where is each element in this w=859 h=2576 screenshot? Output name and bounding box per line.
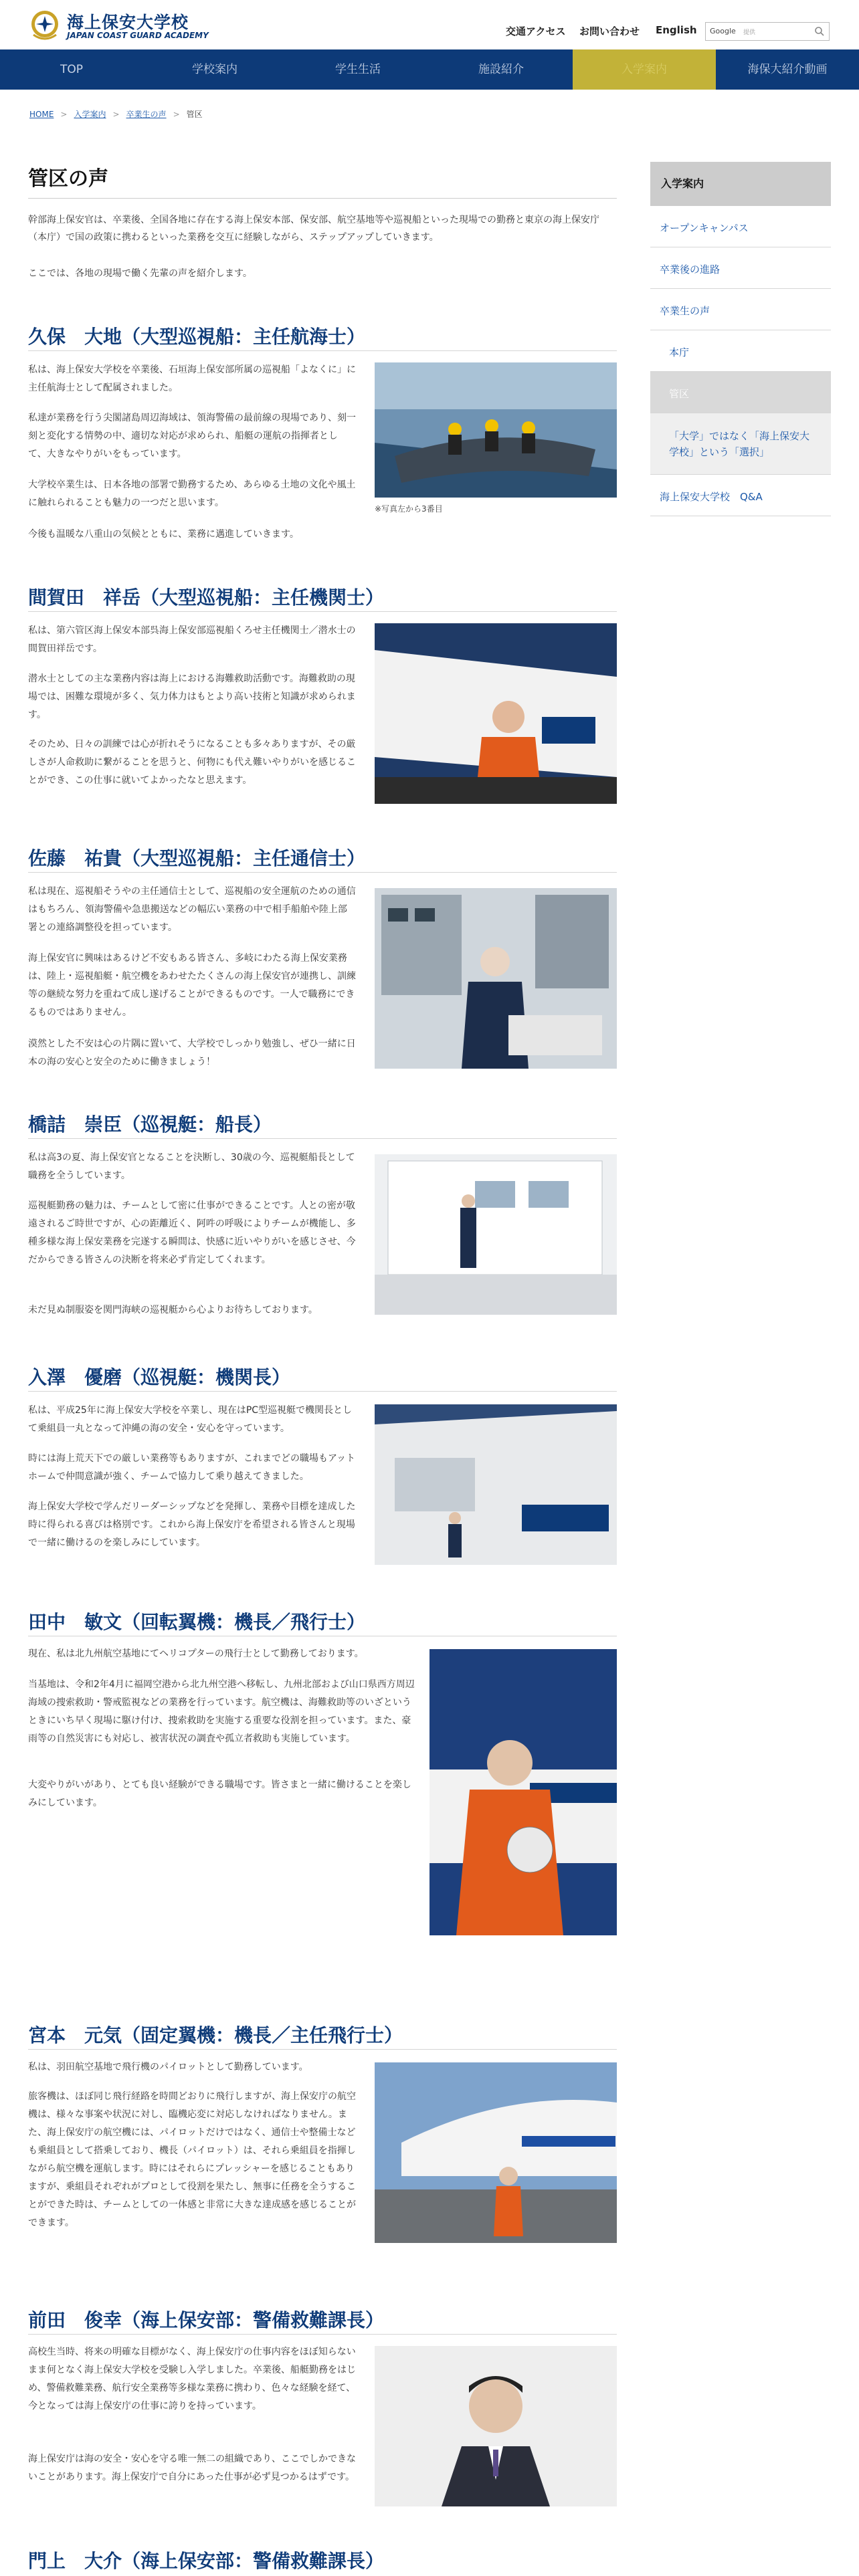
person-photo [375,1404,617,1565]
person-divider [28,350,617,351]
search-icon[interactable] [814,26,825,37]
sidebar-item-graduates[interactable] [650,289,831,330]
person-text: 高校生当時、将来の明確な目標がなく、海上保安庁の仕事内容をほぼ知らないまま何となく海上保安大学校を受験し入学しました。卒業後、船艇勤務をはじめ、警備救難業務、航行安全業務等多様な業務に携わり、色々な経験を経て、今となっては海上保安庁の仕事に誇りを持っています。 [28,2347,356,2411]
sidebar [650,162,831,503]
nav-admissions[interactable]: 入学案内 [573,49,716,90]
person-text: 大学校卒業生は、日本各地の部署で勤務するため、あらゆる土地の文化や風土に触れられることも魅力の一つだと思います。 [28,479,356,508]
person-divider [28,2334,617,2335]
sidebar-heading: 入学案内 [650,162,831,206]
person-text: 当基地は、令和2年4月に福岡空港から北九州空港へ移転し、九州北部および山口県西方周辺海域の捜索救助・警戒監視などの業務を行っています。航空機は、海難救助等のいざというときにいち早く現場に駆け付け、捜索救助を実施する重要な役割を担っています。また、豪雨等の自然災害にも対応し、被害状況の調査や孤立者救助も実施しています。 [28,1679,415,1744]
person-divider [28,2049,617,2050]
site-search[interactable] [705,22,830,41]
sidebar-item-career[interactable] [650,247,831,289]
sidebar-item-label: 卒業後の進路 [660,263,721,276]
academy-logo[interactable] [28,8,209,45]
nav-facilities[interactable]: 施設紹介 [478,63,524,76]
sidebar-item-qa[interactable] [650,475,831,516]
person-text: 私は、第六管区海上保安本部呉海上保安部巡視船くろせ主任機関士／潜水士の間賀田祥岳です。 [28,625,356,654]
sidebar-item-label: 「大学」ではなく「海上保安大学校」という「選択」 [669,430,810,458]
officer-portrait-photo [375,2346,617,2506]
person-text: 私は、平成25年に海上保安大学校を卒業し、現在はPC型巡視艇で機関長として乗組員一丸となって沖縄の海の安全・安心を守っています。 [28,1405,353,1434]
person-photo [375,2346,617,2506]
helicopter-pilot-photo [430,1649,617,1935]
person-text: 私は、羽田航空基地で飛行機のパイロットとして勤務しています。 [28,2062,308,2072]
breadcrumb [29,108,203,120]
person-photo [375,623,617,804]
sidebar-item-label: オープンキャンパス [660,222,749,234]
academy-emblem-icon [28,8,62,43]
radio-room-photo [375,888,617,1069]
person-heading: 宮本 元気（固定翼機：機長／主任飛行士） [28,2024,403,2046]
logo-title-ja: 海上保安大学校 [67,13,189,32]
person-text: 今後も温暖な八重山の気候とともに、業務に邁進していきます。 [28,529,299,540]
person-text: 私は、海上保安大学校を卒業後、石垣海上保安部所属の巡視船「よなくに」に主任航海士として配属されました。 [28,364,356,393]
sidebar-subitem-headquarters[interactable] [650,330,831,372]
person-text: 未だ見ぬ制服姿を関門海峡の巡視艇から心よりお待ちしております。 [28,1305,318,1315]
person-heading: 間賀田 祥岳（大型巡視船：主任機関士） [28,586,385,609]
person-divider [28,1138,617,1139]
logo-title-en: JAPAN COAST GUARD ACADEMY [67,31,209,40]
english-link[interactable]: English [656,24,697,36]
intro-paragraph: ここでは、各地の現場で働く先輩の声を紹介します。 [28,268,252,279]
person-divider [28,872,617,873]
nav-student-life[interactable]: 学生生活 [335,63,381,76]
person-text: 漠然とした不安は心の片隅に置いて、大学校でしっかり勉強し、ぜひ一緒に日本の海の安心と安全のために働きましょう！ [28,1039,356,1067]
nav-school-guide[interactable]: 学校案内 [192,63,237,76]
person-text: 私は高3の夏、海上保安官となることを決断し、30歳の今、巡視艇船長として職務を全うしています。 [28,1152,355,1181]
person-photo [375,2062,617,2243]
page-title: 管区の声 [28,167,108,191]
person-heading: 田中 敏文（回転翼機：機長／飛行士） [28,1611,366,1633]
aircraft-pilot-photo [375,2062,617,2243]
person-text: 私達が業務を行う尖閣諸島周辺海域は、領海警備の最前線の現場であり、刻一刻と変化する情勢の中、適切な対応が求められ、船艇の運航の指揮者として、大きなやりがいをもっています。 [28,413,356,459]
person-heading: 前田 俊幸（海上保安部：警備救難課長） [28,2309,385,2331]
person-divider [28,611,617,612]
photo-caption: ※写真左から3番目 [375,504,443,514]
person-text: 私は現在、巡視船そうやの主任通信士として、巡視船の安全運航のための通信はもちろん、領海警備や急患搬送などの幅広い業務の中で相手船舶や陸上部署との連絡調整役を担っています。 [28,886,356,933]
sidebar-item-label: 海上保安大学校 Q&A [660,491,763,503]
person-text: 海上保安庁は海の安全・安心を守る唯一無二の組織であり、ここでしかできないことがあります。海上保安庁で自分にあった仕事が必ず見つかるはずです。 [28,2454,356,2482]
breadcrumb-separator: > [60,110,68,119]
breadcrumb-separator: > [112,110,120,119]
sidebar-item-label: 管区 [669,388,690,400]
search-brand-label: Google [710,27,736,35]
person-text: 巡視艇勤務の魅力は、チームとして密に仕事ができることです。人との密が敬遠されるご時世ですが、心の距離近く、阿吽の呼吸によりチームが機能し、多種多様な海上保安業務を完遂する瞬間は、快感に近いやりがいを感じさせ、今だからできる皆さんの決断を将来必ず肯定してくれます。 [28,1200,356,1265]
person-heading: 佐藤 祐貴（大型巡視船：主任通信士） [28,847,366,869]
person-text: 海上保安官に興味はあるけど不安もある皆さん、多岐にわたる海上保安業務は、陸上・巡視船艇・航空機をあわせたたくさんの海上保安官が連携し、訓練等の継続な努力を重ねて成し遂げることができるものです。一人で職務にできるものではありません。 [28,953,356,1018]
sidebar-item-label: 卒業生の声 [660,305,710,317]
breadcrumb-graduates[interactable]: 卒業生の声 [126,110,167,119]
contact-link[interactable]: お問い合わせ [579,25,640,37]
patrol-vessel-photo [375,623,617,804]
intro-paragraph: 幹部海上保安官は、卒業後、全国各地に存在する海上保安本部、保安部、航空基地等や巡視船といった現場での勤務と東京の海上保安庁（本庁）で国の政策に携わるといった業務を交互に経験しながら、ステップアップしていきます。 [28,215,599,243]
breadcrumb-home[interactable]: HOME [29,110,54,119]
breadcrumb-current: 管区 [186,110,203,119]
pc-boat-photo [375,1404,617,1565]
person-photo [375,1154,617,1315]
sidebar-item-open-campus[interactable] [650,206,831,247]
sidebar-item-label: 本庁 [669,346,690,358]
person-photo [375,888,617,1069]
person-heading: 橋詰 崇臣（巡視艇：船長） [28,1113,272,1136]
rescue-boat-photo [375,362,617,498]
person-text: 海上保安大学校で学んだリーダーシップなどを発揮し、業務や目標を達成した時に得られる喜びは格別です。これから海上保安庁を希望される皆さんと現場で一緒に働けるのを楽しみにしています。 [28,1501,356,1548]
person-heading: 入澤 優磨（巡視艇：機関長） [28,1366,291,1388]
patrol-boat-photo [375,1154,617,1315]
person-photo [430,1649,617,1935]
search-placeholder: 提供 [743,29,756,36]
site-header [0,0,859,49]
breadcrumb-separator: > [173,110,180,119]
title-divider [28,198,617,199]
sidebar-subitem-choice[interactable] [650,413,831,475]
person-heading: 門上 大介（海上保安部：警備救難課長） [28,2550,385,2572]
access-link[interactable]: 交通アクセス [506,25,566,37]
nav-video[interactable]: 海保大紹介動画 [747,63,828,76]
breadcrumb-admissions[interactable]: 入学案内 [74,110,106,119]
person-divider [28,1391,617,1392]
person-text: 旅客機は、ほぼ同じ飛行経路を時間どおりに飛行しますが、海上保安庁の航空機は、様々な事案や状況に対し、臨機応変に対応しなければなりません。また、海上保安庁の航空機には、パイロットだけではなく、通信士や整備士なども乗組員として搭乗しており、機長（パイロット）は、それら乗組員を指揮しながら航空機を運航します。時にはそれらにプレッシャーを感じることもありますが、乗組員それぞれがプロとして役割を果たし、無事に任務を全うすることができた時は、チームとしての一体感と非常に大きな達成感を感じることができます。 [28,2091,356,2228]
person-text: そのため、日々の訓練では心が折れそうになることも多々ありますが、その厳しさが人命救助に繋がることを思うと、何物にも代え難いやりがいを感じることができ、この仕事に就いてよかったなと思えます。 [28,739,356,786]
person-text: 潜水士としての主な業務内容は海上における海難救助活動です。海難救助の現場では、困難な環境が多く、気力体力はもとより高い技術と知識が求められます。 [28,673,356,720]
nav-top[interactable]: TOP [60,63,84,76]
global-nav [0,49,859,90]
person-text: 現在、私は北九州航空基地にてヘリコプターの飛行士として勤務しております。 [28,1648,364,1659]
person-text: 時には海上荒天下での厳しい業務等もありますが、これまでどの職場もアットホームで仲間意識が強く、チームで協力して乗り越えてきました。 [28,1453,356,1482]
person-photo [375,362,617,498]
sidebar-subitem-district[interactable] [650,372,831,413]
person-heading: 久保 大地（大型巡視船：主任航海士） [28,326,366,348]
person-text: 大変やりがいがあり、とても良い経験ができる職場です。皆さまと一緒に働けることを楽しみにしています。 [28,1780,411,1808]
